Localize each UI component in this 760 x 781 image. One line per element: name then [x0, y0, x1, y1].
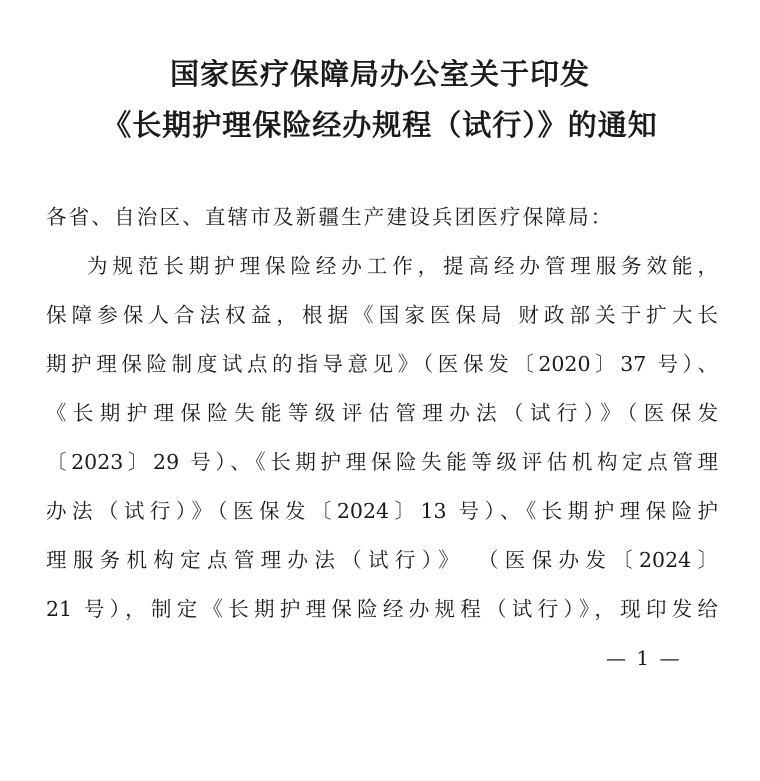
body-line: 21 号），制定《长期护理保险经办规程（试行）》，现印发给	[46, 597, 718, 621]
document-title-line-2: 《长期护理保险经办规程（试行）》的通知	[102, 108, 658, 142]
body-line: 保障参保人合法权益，根据《国家医保局 财政部关于扩大长	[46, 303, 718, 327]
page-number: — 1 —	[606, 646, 682, 670]
body-line: 期护理保险制度试点的指导意见》（医保发〔2020〕37 号）、	[46, 352, 718, 376]
body-line: 〔2023〕29 号）、《长期护理保险失能等级评估机构定点管理	[46, 450, 718, 474]
document-title-line-1: 国家医疗保障局办公室关于印发	[169, 57, 590, 91]
body-line: 《长期护理保险失能等级评估管理办法（试行）》（医保发	[46, 401, 718, 425]
body-line: 理服务机构定点管理办法（试行）》 （医保办发〔2024〕	[46, 548, 718, 572]
body-line: 为规范长期护理保险经办工作，提高经办管理服务效能，	[87, 254, 718, 278]
body-line: 办法（试行）》（医保发〔2024〕13 号）、《长期护理保险护	[46, 499, 718, 523]
salutation: 各省、自治区、直辖市及新疆生产建设兵团医疗保障局：	[46, 205, 614, 229]
